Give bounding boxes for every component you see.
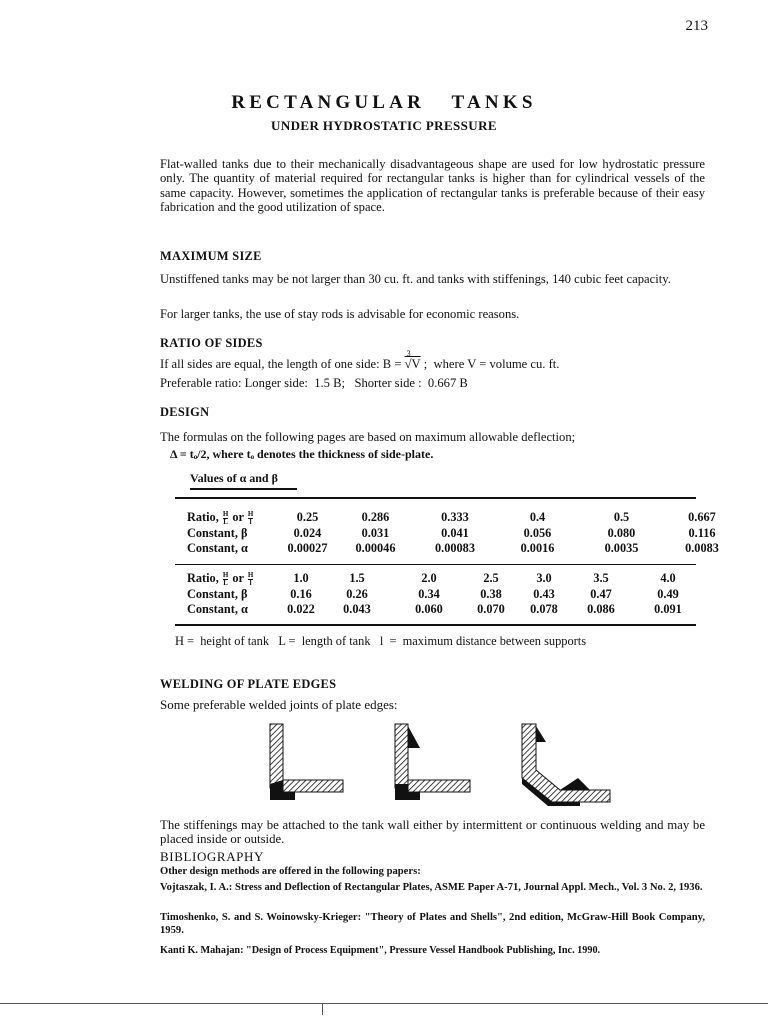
- cell: 0.056: [523, 525, 552, 540]
- cell: 0.080: [607, 525, 636, 540]
- reference-3: Kanti K. Mahajan: "Design of Process Equipment", Pressure Vessel Handbook Publishing, Inc. 1990.: [160, 945, 601, 956]
- bibliography-heading: BIBLIOGRAPHY: [160, 849, 264, 864]
- table-row: [187, 571, 706, 587]
- values-table-2: [187, 571, 706, 617]
- cell: 0.041: [441, 525, 469, 540]
- cell: 0.26: [346, 586, 368, 601]
- cell: 0.16: [290, 586, 312, 601]
- reference-1: Vojtaszak, I. A.: Stress and Deflection of Rectangular Plates, ASME Paper A-71, Journal Appl. Mech., Vol. 3 No. 2, 1936.: [160, 882, 703, 893]
- cell: 0.060: [415, 602, 443, 617]
- cell: 2.5: [483, 571, 499, 586]
- cell: 0.0035: [604, 541, 639, 556]
- ratio-equal-sides-line: [160, 349, 560, 372]
- table-mid-rule: [175, 564, 696, 565]
- cell: 0.00027: [287, 541, 328, 556]
- alpha-label: Constant, α: [187, 541, 248, 556]
- cell: 0.286: [361, 510, 390, 525]
- reference-2: Timoshenko, S. and S. Woinowsky-Krieger: "Theory of Plates and Shells", 2nd edition, McGraw-Hill Book Company, 1959.: [160, 912, 705, 936]
- values-table-1: [187, 510, 742, 556]
- table-legend: H = height of tank L = length of tank l = maximum distance between supports: [175, 634, 587, 648]
- page-number: 213: [685, 18, 708, 34]
- page-title: RECTANGULAR TANKS: [231, 92, 537, 113]
- cell: 0.024: [293, 525, 322, 540]
- ratio-label: Ratio, $\frac{H}{L}$ or $\frac{H}{l}$: [187, 570, 254, 587]
- cell: 0.5: [613, 510, 630, 525]
- deflection-formula: Δ = tₒ/2, where tₒ denotes the thickness of side-plate.: [170, 447, 434, 461]
- cell: 4.0: [660, 571, 676, 586]
- values-heading: Values of α and β: [190, 471, 278, 485]
- cell: 0.43: [533, 586, 555, 601]
- beta-label: Constant, β: [187, 525, 248, 540]
- page-bottom-tick: [322, 1003, 323, 1015]
- intro-paragraph: Flat-walled tanks due to their mechanically disadvantageous shape are used for low hydrostatic pressure only. The quantity of material required for rectangular tanks is higher than for cylindrical vessels of the same capacity. However, sometimes the application of rectangular tanks is preferable because of their easy fabrication and the good utilization of space.: [160, 157, 705, 214]
- stiffenings-paragraph: The stiffenings may be attached to the tank wall either by intermittent or continuous welding and may be placed inside or outside.: [160, 818, 705, 847]
- ratio-label: Ratio, $\frac{H}{L}$ or $\frac{H}{l}$: [187, 509, 254, 526]
- design-heading: DESIGN: [160, 405, 210, 419]
- max-size-note: For larger tanks, the use of stay rods is advisable for economic reasons.: [160, 307, 520, 321]
- cell: 0.00083: [435, 541, 475, 556]
- joint-3-icon: [522, 724, 610, 806]
- welding-heading: WELDING OF PLATE EDGES: [160, 677, 337, 691]
- design-paragraph: The formulas on the following pages are based on maximum allowable deflection;: [160, 430, 576, 444]
- cell: 0.022: [287, 602, 315, 617]
- cell: 0.25: [296, 510, 319, 525]
- table-row: [187, 526, 742, 541]
- table-row: [187, 510, 742, 526]
- cube-root: √V: [404, 357, 421, 371]
- cell: 0.47: [590, 586, 612, 601]
- table-row: [187, 541, 742, 556]
- cell: 0.38: [480, 586, 502, 601]
- cell: 0.070: [477, 602, 505, 617]
- cell: 0.00046: [355, 541, 396, 556]
- joint-1-icon: [270, 724, 343, 800]
- cell: 0.667: [688, 510, 716, 525]
- cell: 3.0: [536, 571, 552, 586]
- root-index: 3: [406, 349, 411, 358]
- cell: 0.086: [587, 602, 615, 617]
- ratio-preferable-line: Preferable ratio: Longer side: 1.5 B; Shorter side : 0.667 B: [160, 376, 468, 390]
- bibliography-intro: Other design methods are offered in the following papers:: [160, 866, 421, 877]
- page-subtitle: UNDER HYDROSTATIC PRESSURE: [271, 118, 497, 133]
- joint-2-icon: [395, 724, 470, 800]
- cell: 0.49: [657, 586, 679, 601]
- cell: 3.5: [593, 571, 609, 586]
- beta-label: Constant, β: [187, 586, 248, 601]
- cell: 0.34: [418, 586, 440, 601]
- ratio-heading: RATIO OF SIDES: [160, 336, 263, 350]
- cell: 0.091: [654, 602, 682, 617]
- ratio-line-text: If all sides are equal, the length of one side: B =: [160, 357, 405, 371]
- cell: 0.4: [529, 510, 546, 525]
- welding-intro: Some preferable welded joints of plate edges:: [160, 697, 398, 712]
- max-size-heading: MAXIMUM SIZE: [160, 249, 262, 263]
- cell: 0.078: [530, 602, 558, 617]
- table-row: [187, 587, 706, 602]
- table-top-rule: [175, 497, 696, 499]
- cell: 1.0: [293, 571, 309, 586]
- values-underline: [190, 488, 297, 490]
- welded-joints-diagram: [260, 718, 620, 808]
- cell: 0.0083: [685, 541, 719, 556]
- cell: 1.5: [349, 571, 365, 586]
- cell: 0.043: [343, 602, 371, 617]
- page-bottom-rule: [0, 1003, 768, 1004]
- cell: 0.116: [688, 525, 716, 540]
- max-size-paragraph: Unstiffened tanks may be not larger than 30 cu. ft. and tanks with stiffenings, 140 cubic feet capacity.: [160, 272, 671, 286]
- table-bottom-rule: [175, 624, 696, 626]
- cell: 0.031: [361, 525, 390, 540]
- alpha-label: Constant, α: [187, 602, 248, 617]
- cell: 0.0016: [520, 541, 555, 556]
- cell: 0.333: [441, 510, 469, 525]
- ratio-line-definition: ; where V = volume cu. ft.: [420, 357, 560, 371]
- cell: 2.0: [421, 571, 437, 586]
- table-row: [187, 602, 706, 617]
